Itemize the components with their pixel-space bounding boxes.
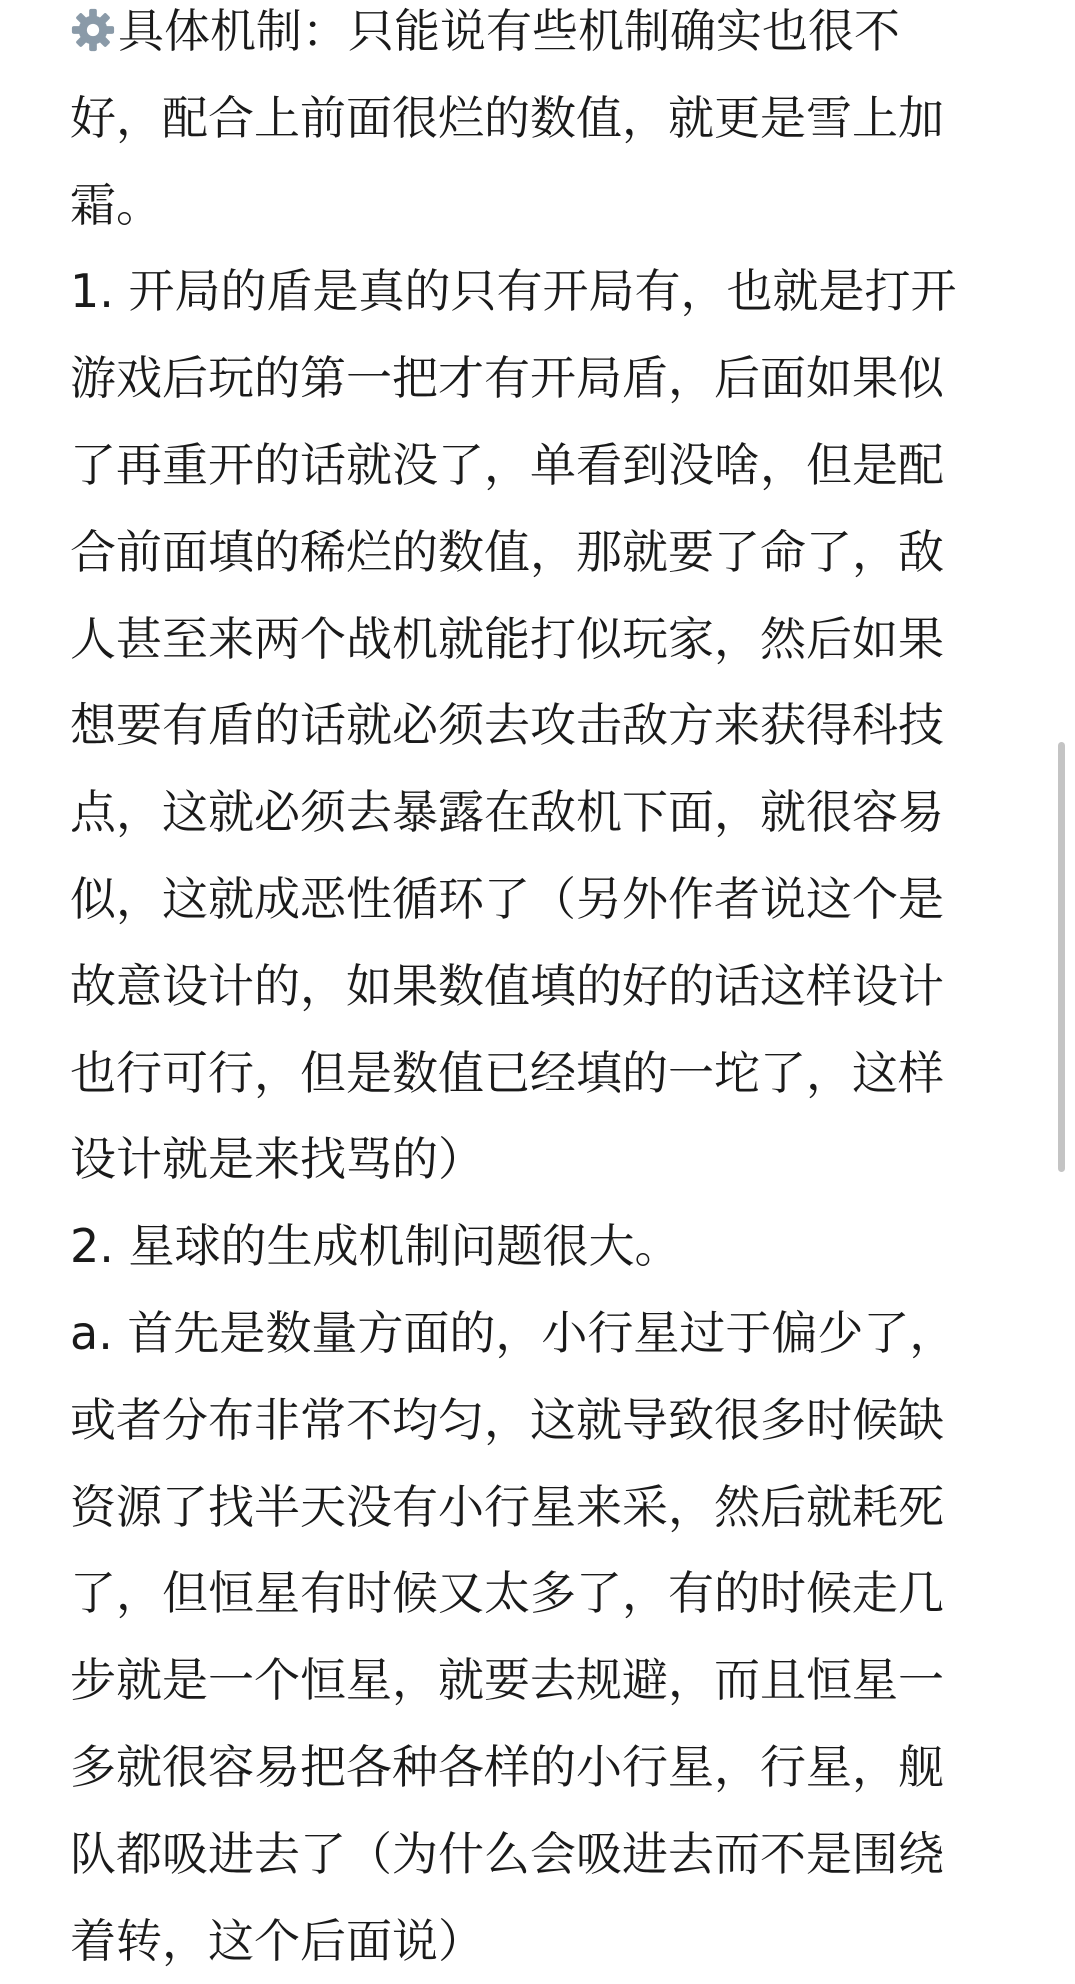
text-line: 人甚至来两个战机就能打似玩家，然后如果 [70,611,944,666]
text-line-heading [70,0,1015,75]
text-line: 好，配合上前面很烂的数值，就更是雪上加 [70,90,944,145]
text-line: 资源了找半天没有小行星来采，然后就耗死 [70,1479,944,1534]
text-line: a. 首先是数量方面的，小行星过于偏少了， [70,1305,956,1360]
text-line: 想要有盾的话就必须去攻击敌方来获得科技 [70,698,944,753]
text-line: 具体机制：只能说有些机制确实也很不 [118,4,900,58]
text-line: 合前面填的稀烂的数值，那就要了命了，敌 [70,524,944,579]
text-line: 霜。 [70,177,162,232]
text-line: 也行可行，但是数值已经填的一坨了，这样 [70,1045,944,1100]
text-line: 队都吸进去了（为什么会吸进去而不是围绕 [70,1826,944,1881]
text-line: 似，这就成恶性循环了（另外作者说这个是 [70,871,944,926]
text-line: 着转，这个后面说） [70,1913,484,1968]
text-line: 2. 星球的生成机制问题很大。 [70,1219,681,1274]
scrollbar-thumb[interactable] [1058,742,1065,1172]
text-line: 多就很容易把各种各样的小行星，行星，舰 [70,1739,944,1794]
text-line: 设计就是来找骂的） [70,1132,484,1187]
text-line: 步就是一个恒星，就要去规避，而且恒星一 [70,1653,944,1708]
text-line: 游戏后玩的第一把才有开局盾，后面如果似 [70,351,944,406]
text-line: 点，这就必须去暴露在敌机下面，就很容易 [70,785,944,840]
text-line: 了再重开的话就没了，单看到没啥，但是配 [70,437,944,492]
gear-icon [70,7,116,53]
text-line: 或者分布非常不均匀，这就导致很多时候缺 [70,1392,944,1447]
article-body [70,0,1015,1984]
text-line: 故意设计的，如果数值填的好的话这样设计 [70,958,944,1013]
text-line: 了，但恒星有时候又太多了，有的时候走几 [70,1566,944,1621]
text-line: 1. 开局的盾是真的只有开局有，也就是打开 [70,264,957,319]
